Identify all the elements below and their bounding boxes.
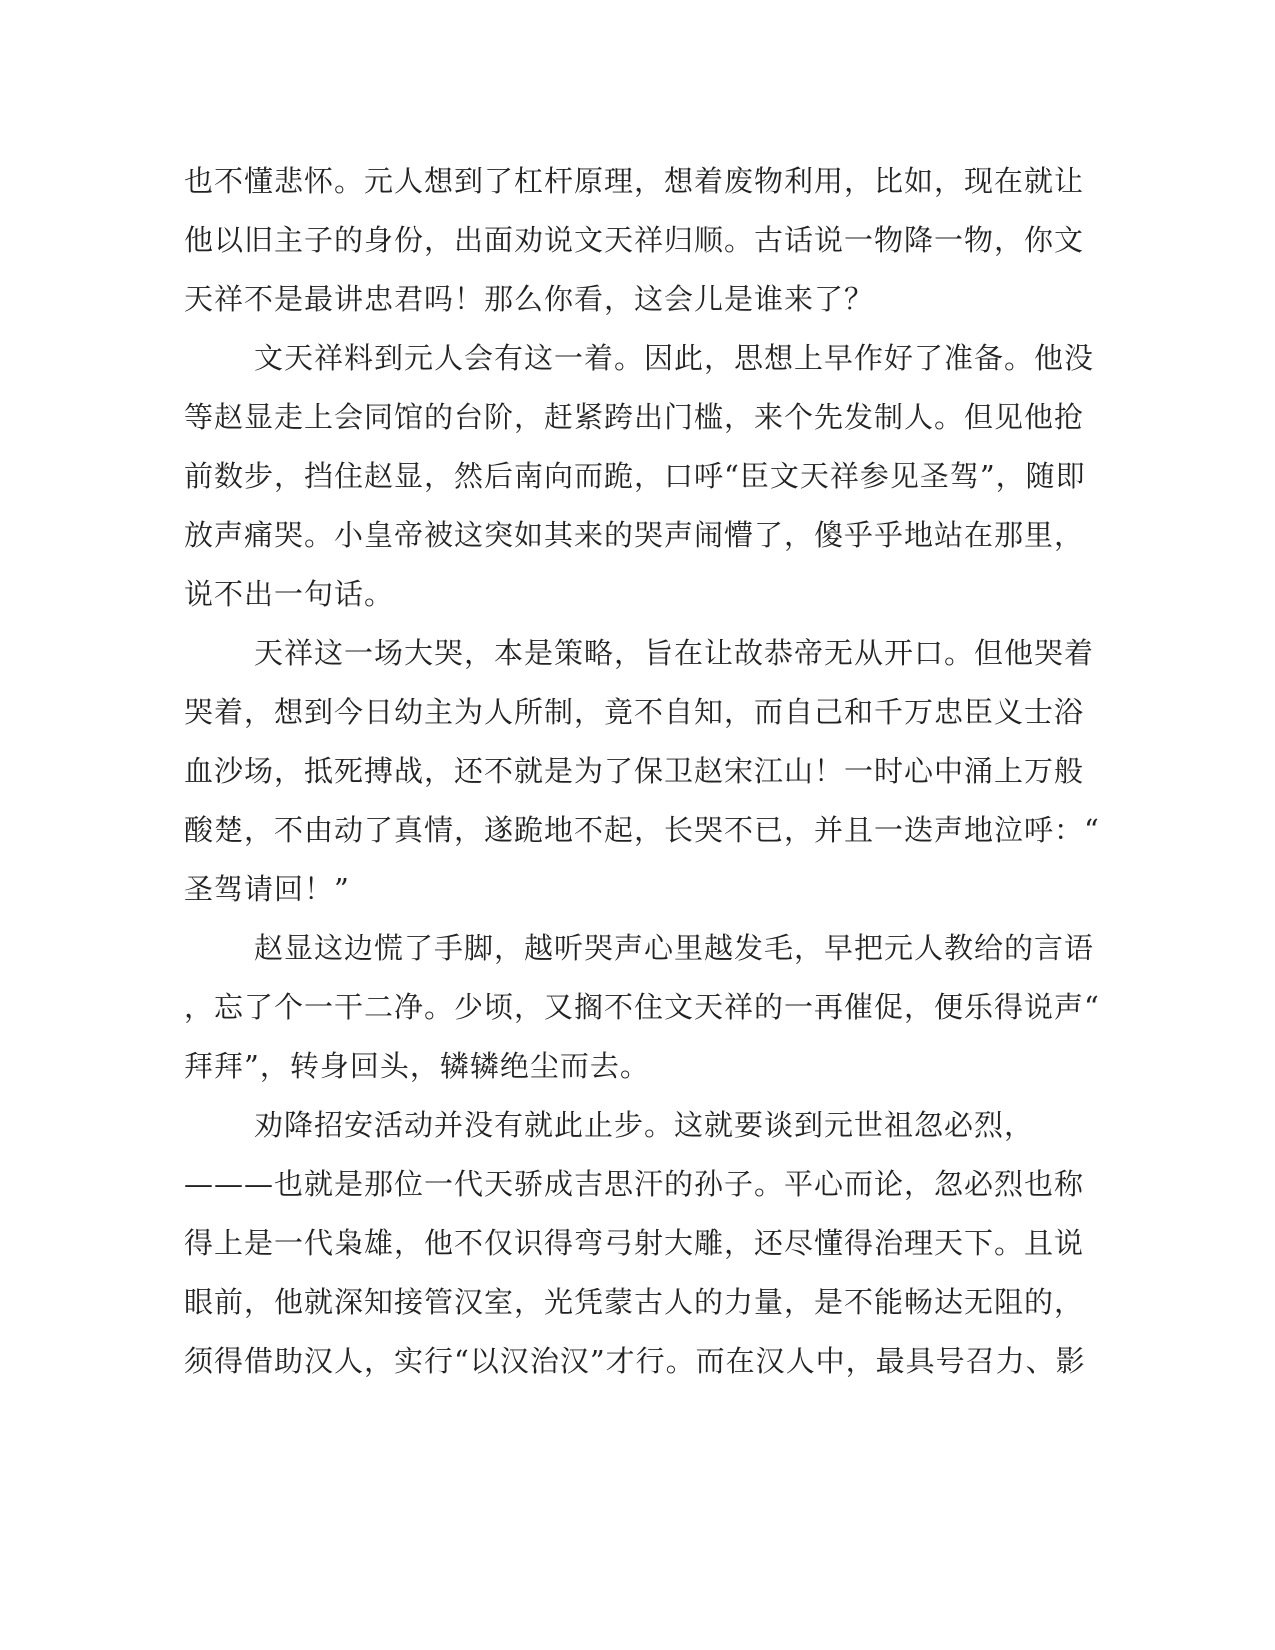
text-line: 劝降招安活动并没有就此止步。这就要谈到元世祖忽必烈， [254, 1108, 1035, 1142]
text-line: 哭着，想到今日幼主为人所制，竟不自知，而自己和千万忠臣义士浴 [184, 695, 1085, 729]
paragraph-1 [184, 152, 1085, 329]
text-line: 圣驾请回！” [184, 872, 350, 906]
paragraph-4 [184, 919, 1100, 1096]
text-line: ，忘了个一干二净。少顷，又搁不住文天祥的一再催促，便乐得说声“ [184, 990, 1100, 1024]
text-line: 说不出一句话。 [184, 577, 395, 611]
text-line: 前数步，挡住赵显，然后南向而跪，口呼“臣文天祥参见圣驾”，随即 [184, 459, 1086, 493]
text-line: 文天祥料到元人会有这一着。因此，思想上早作好了准备。他没 [254, 341, 1095, 375]
text-line: ———也就是那位一代天骄成吉思汗的孙子。平心而论，忽必烈也称 [184, 1167, 1085, 1201]
paragraph-2 [184, 329, 1095, 624]
text-line: 赵显这边慌了手脚，越听哭声心里越发毛，早把元人教给的言语 [254, 931, 1095, 965]
text-line: 血沙场，抵死搏战，还不就是为了保卫赵宋江山！一时心中涌上万般 [184, 754, 1085, 788]
body-text [184, 152, 1100, 1391]
text-line: 放声痛哭。小皇帝被这突如其来的哭声闹懵了，傻乎乎地站在那里， [184, 518, 1085, 552]
text-line: 眼前，他就深知接管汉室，光凭蒙古人的力量，是不能畅达无阻的， [184, 1285, 1085, 1319]
text-line: 天祥这一场大哭，本是策略，旨在让故恭帝无从开口。但他哭着 [254, 636, 1095, 670]
text-line: 得上是一代枭雄，他不仅识得弯弓射大雕，还尽懂得治理天下。且说 [184, 1226, 1085, 1260]
text-line: 酸楚，不由动了真情，遂跪地不起，长哭不已，并且一迭声地泣呼：“ [184, 813, 1100, 847]
paragraph-3 [184, 624, 1100, 919]
text-line: 等赵显走上会同馆的台阶，赶紧跨出门槛，来个先发制人。但见他抢 [184, 400, 1085, 434]
text-line: 他以旧主子的身份，出面劝说文天祥归顺。古话说一物降一物，你文 [184, 223, 1085, 257]
text-line: 须得借助汉人，实行“以汉治汉”才行。而在汉人中，最具号召力、影 [184, 1344, 1086, 1378]
paragraph-5 [184, 1096, 1086, 1391]
text-line: 天祥不是最讲忠君吗！那么你看，这会儿是谁来了？ [184, 282, 875, 316]
text-line: 拜拜”，转身回头，辚辚绝尘而去。 [184, 1049, 650, 1083]
text-line: 也不懂悲怀。元人想到了杠杆原理，想着废物利用，比如，现在就让 [184, 164, 1085, 198]
